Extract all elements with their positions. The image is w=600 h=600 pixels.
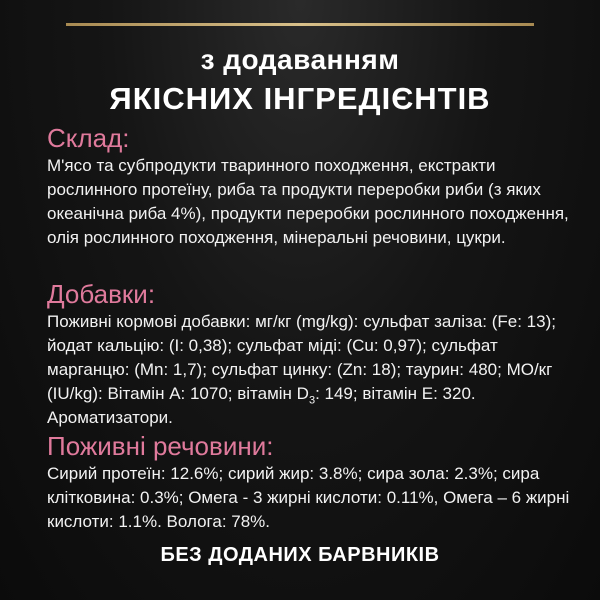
header-subtitle: з додаванням bbox=[200, 44, 400, 75]
additives-title: Добавки: bbox=[47, 279, 156, 309]
additives-section bbox=[47, 280, 572, 430]
header-title: ЯКІСНИХ ІНГРЕДІЄНТІВ bbox=[109, 81, 491, 116]
additives-text bbox=[47, 310, 572, 430]
footer-no-colorants: БЕЗ ДОДАНИХ БАРВНИКІВ bbox=[160, 544, 440, 566]
additives-text-subscript: 3 bbox=[308, 394, 316, 407]
composition-text: М'ясо та субпродукти тваринного походження, екстракти рослинного протеїну, риба та продукти переробки риби (з яких океанічна риба 4%), продукти переробки рослинного походження, олія рослинного походження, мінеральні речовини, цукри. bbox=[47, 156, 569, 247]
nutrients-section bbox=[47, 432, 572, 534]
gold-divider-line bbox=[66, 23, 534, 26]
composition-section bbox=[47, 124, 572, 250]
nutrients-text: Сирий протеїн: 12.6%; сирий жир: 3.8%; сира зола: 2.3%; сира клітковина: 0.3%; Омега - 3 жирні кислоти: 0.11%, Омега – 6 жирні кислоти: 1.1%. Волога: 78%. bbox=[47, 464, 570, 531]
composition-title: Склад: bbox=[47, 123, 130, 153]
additives-text-part1: Поживні кормові добавки: мг/кг (mg/kg): сульфат заліза: (Fe: 13); йодат кальцію: (I: 0,38); сульфат міді: (Cu: 0,97); сульфат марганцю: (Mn: 1,7); сульфат цинку: (Zn: 18); таурин: 480; МО/кг (IU/kg): Вітамін A: 1070; вітамін D bbox=[47, 312, 556, 403]
nutrients-title: Поживні речовини: bbox=[47, 431, 274, 461]
additives-text-part2: : 149; вітамін E: 320. Ароматизатори. bbox=[47, 384, 476, 427]
header bbox=[0, 44, 600, 118]
